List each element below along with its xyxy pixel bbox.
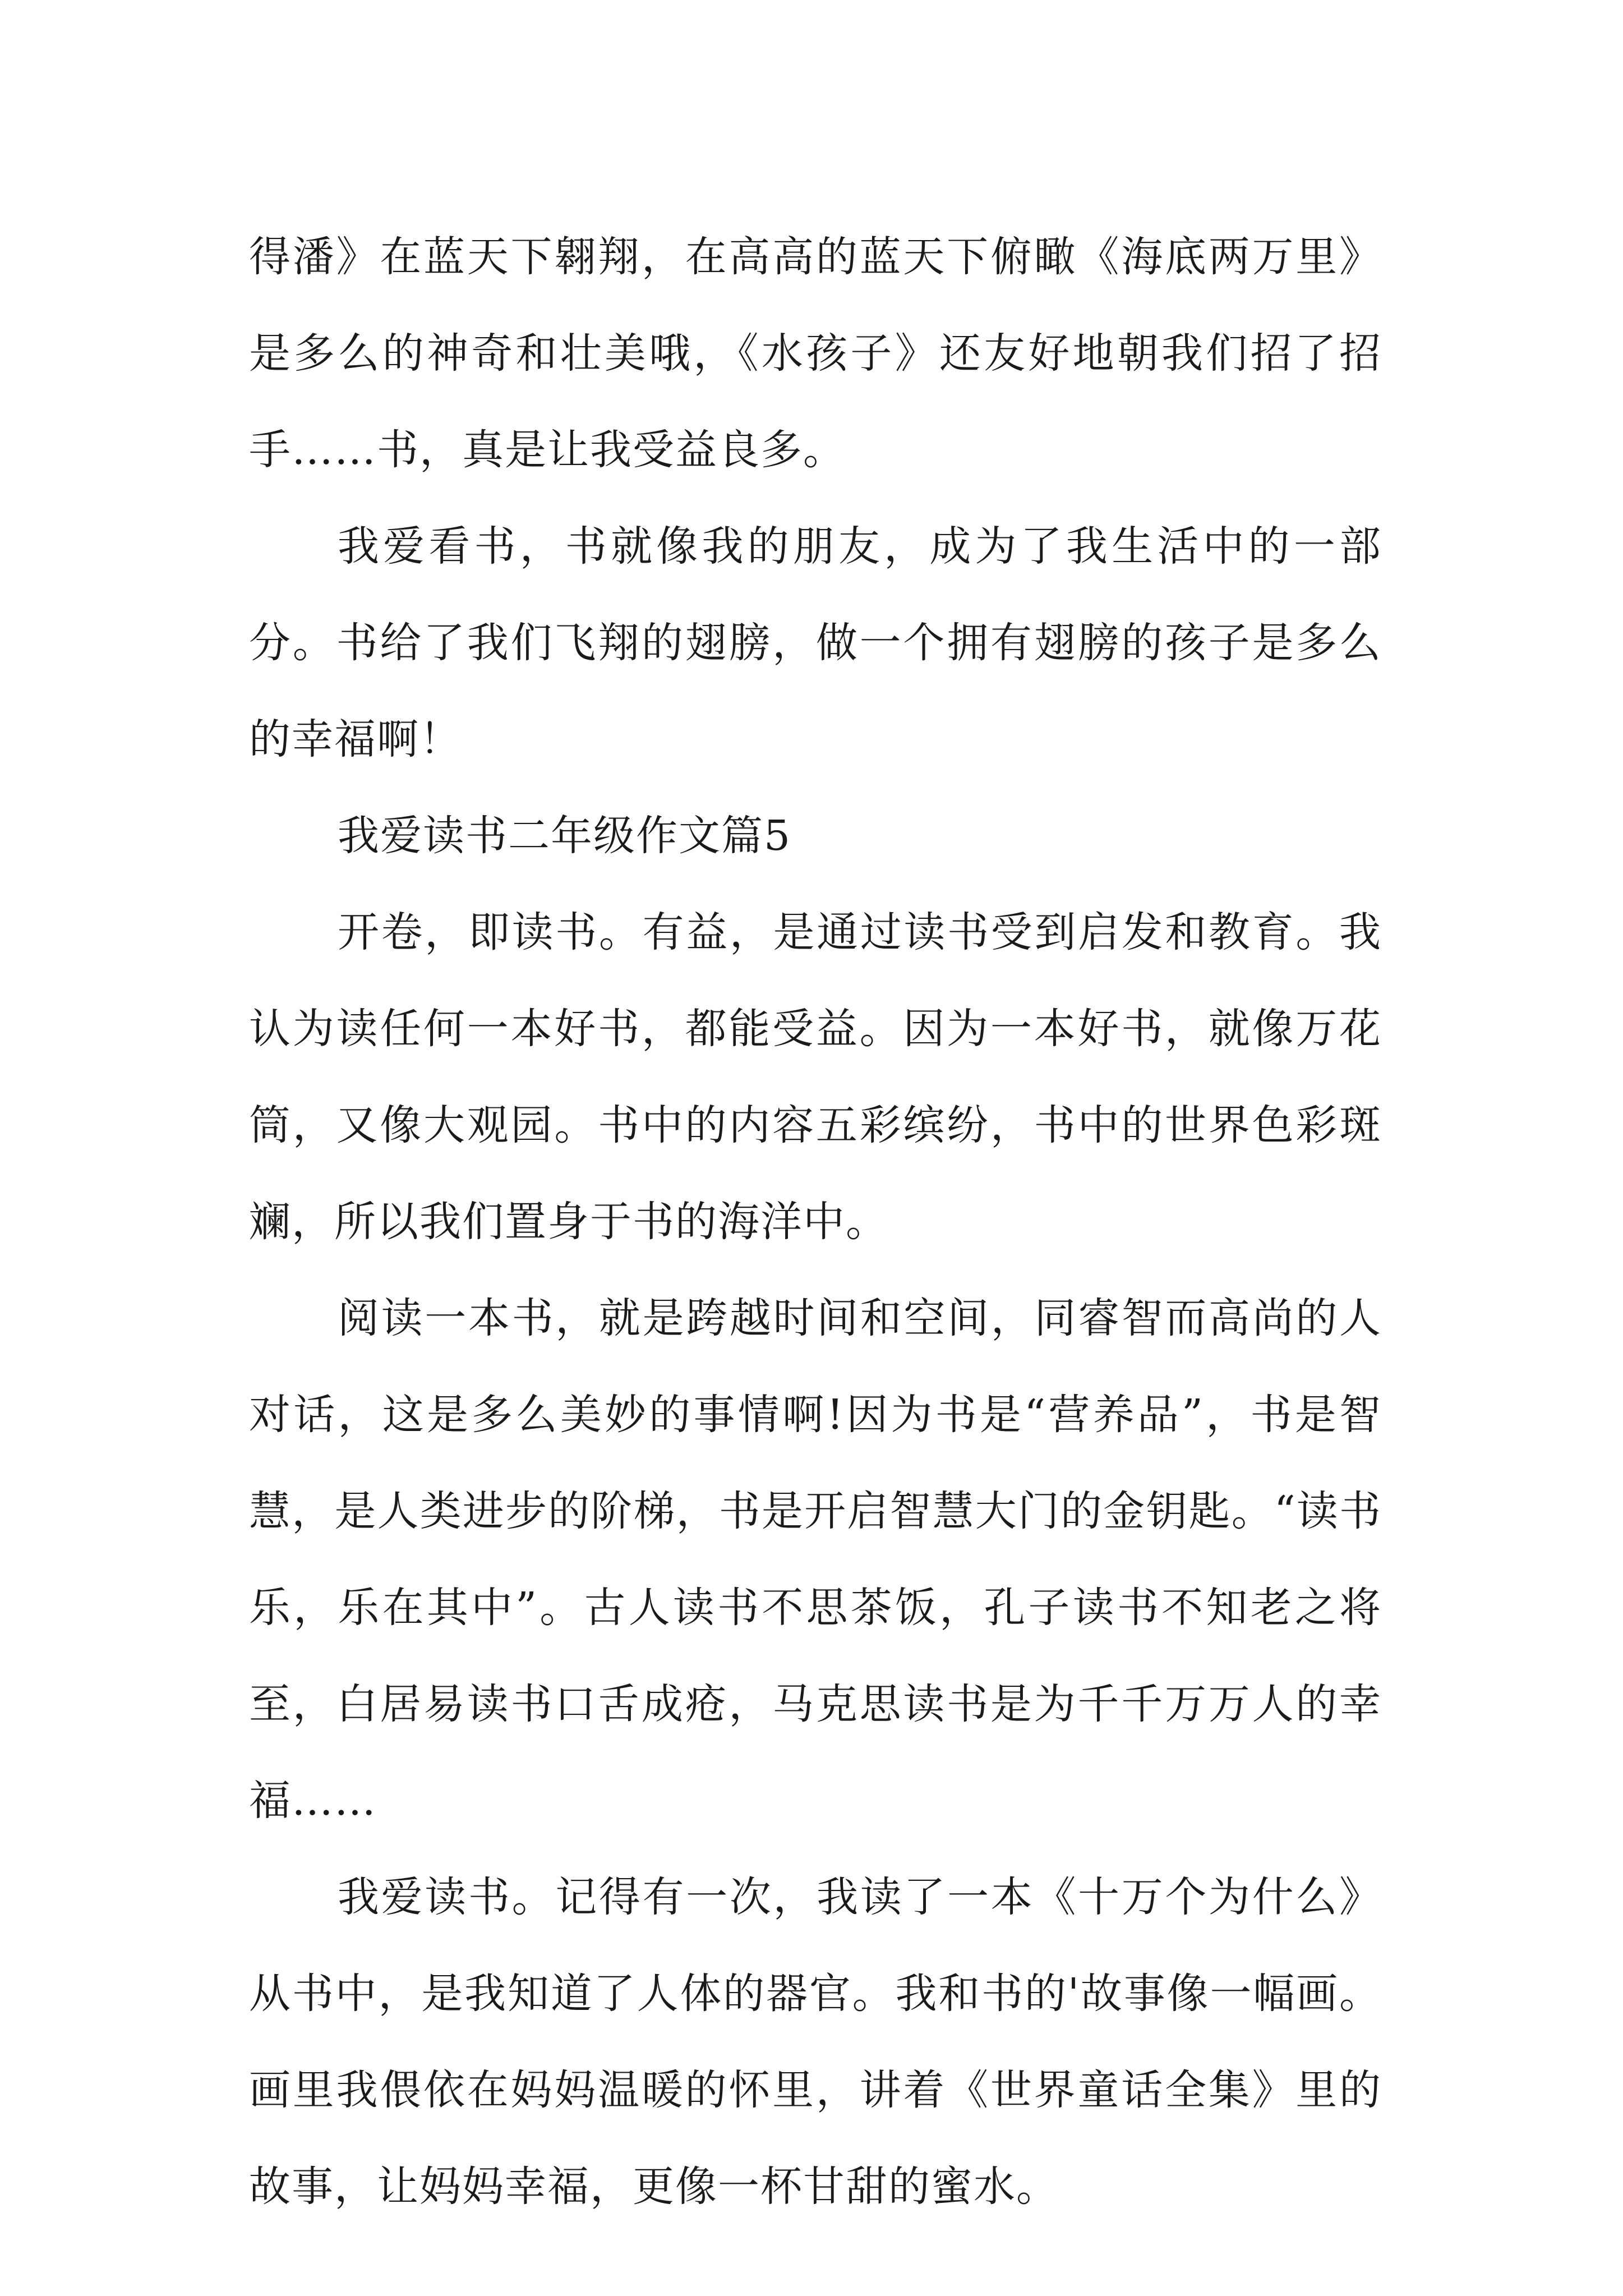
paragraph-reading-dialogue: 阅读一本书，就是跨越时间和空间，同睿智而高尚的人对话，这是多么美妙的事情啊!因为书是“营养品”，书是智慧，是人类进步的阶梯，书是开启智慧大门的金钥匙。“读书乐，乐在其中”。古人读书不思茶饭，孔子读书不知老之将至，白居易读书口舌成疮，马克思读书是为千千万万人的幸福…… <box>249 1294 1382 1825</box>
paragraph-love-reading: 我爱看书，书就像我的朋友，成为了我生活中的一部分。书给了我们飞翔的翅膀，做一个拥有翅膀的孩子是多么的幸福啊！ <box>249 522 1382 763</box>
section-title: 我爱读书二年级作文篇5 <box>338 812 792 860</box>
paragraph-open-book: 开卷，即读书。有益，是通过读书受到启发和教育。我认为读任何一本好书，都能受益。因为一本好书，就像万花筒，又像大观园。书中的内容五彩缤纷，书中的世界色彩斑斓，所以我们置身于书的海洋中。 <box>249 908 1382 1246</box>
paragraph-continuation: 得潘》在蓝天下翱翔，在高高的蓝天下俯瞰《海底两万里》是多么的神奇和壮美哦，《水孩子》还友好地朝我们招了招手……书，真是让我受益良多。 <box>249 233 1382 474</box>
paragraph-memory: 我爱读书。记得有一次，我读了一本《十万个为什么》从书中，是我知道了人体的器官。我和书的'故事像一幅画。画里我偎依在妈妈温暖的怀里，讲着《世界童话全集》里的故事，让妈妈幸福，更像一杯甘甜的蜜水。 <box>249 1873 1382 2211</box>
document-body <box>249 209 1382 2235</box>
